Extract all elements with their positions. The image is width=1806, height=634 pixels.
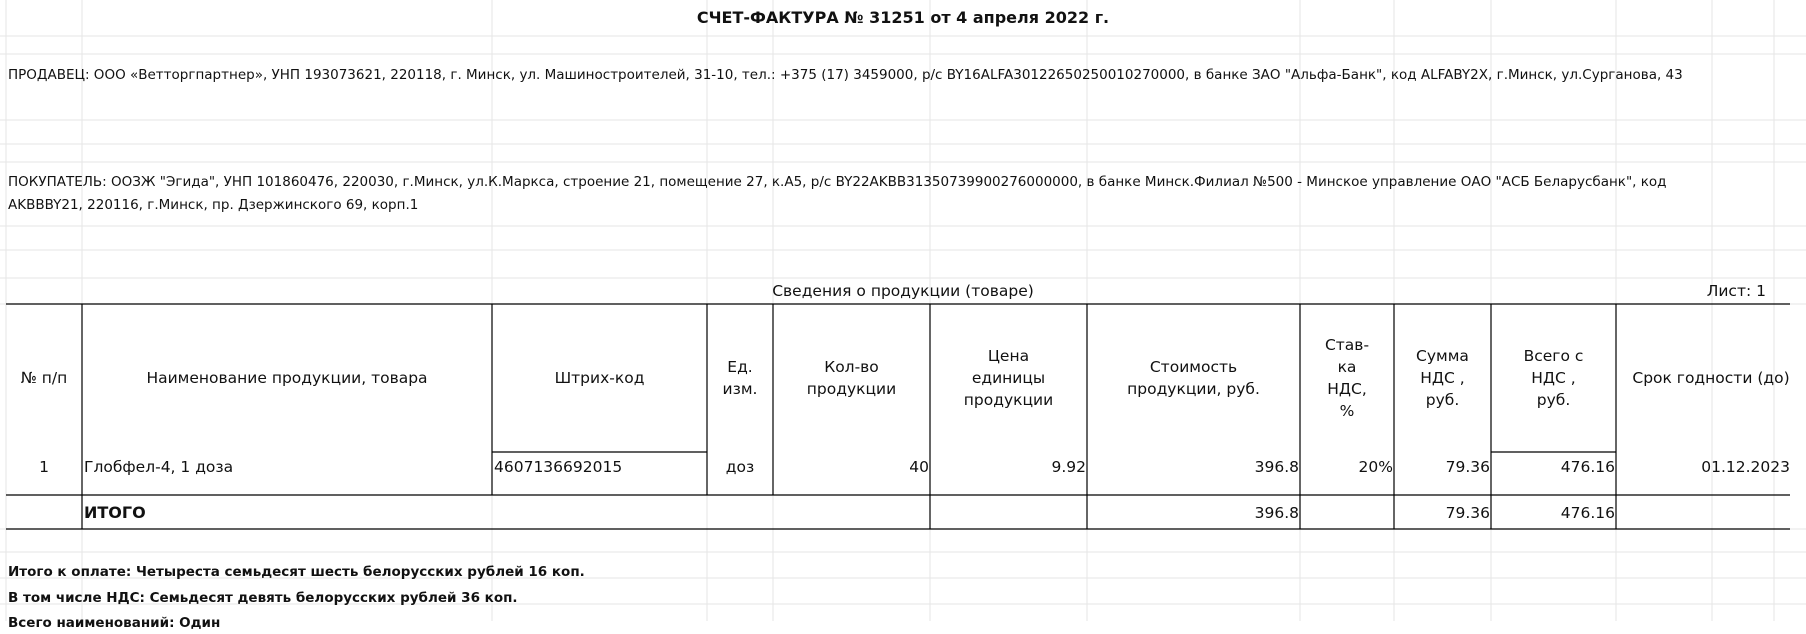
header-vat-sum: Сумма НДС , руб. [1416,347,1469,409]
sheet-label: Лист: 1 [1706,282,1766,300]
header-expiry: Срок годности (до) [1632,369,1790,387]
header-barcode: Штрих-код [554,369,645,387]
items-count: Всего наименований: Один [8,615,221,631]
row-name: Глобфел-4, 1 доза [84,458,234,476]
row-unit: доз [725,458,755,476]
row-cost: 396.8 [1254,458,1299,476]
row-vat-rate: 20% [1358,458,1393,476]
header-name: Наименование продукции, товара [146,369,428,387]
header-vat-rate: Став- ка НДС, % [1324,336,1370,420]
totals-label: ИТОГО [84,503,146,522]
buyer-details: ПОКУПАТЕЛЬ: ООЗЖ "Эгида", УНП 101860476, 220030, г.Минск, ул.К.Маркса, строение 21, помещение 27, к.А5, р/с BY22AKBB31350739900276000000, в банке Минск.Филиал №500 - Минское управление ОАО "АСБ Беларусбанк", код AKBBBY21, 220116, г.Минск, пр. Дзержинского 69, корп.1 [8,174,1667,213]
header-total: Всего с НДС , руб. [1523,347,1584,409]
row-num: 1 [39,458,49,476]
header-num: № п/п [20,369,68,387]
amount-to-pay: Итого к оплате: Четыреста семьдесят шесть белорусских рублей 16 коп. [8,564,585,580]
totals-total: 476.16 [1560,504,1615,522]
row-price: 9.92 [1051,458,1086,476]
row-vat-sum: 79.36 [1445,458,1490,476]
header-qty: Кол-во продукции [806,358,897,398]
header-unit: Ед. изм. [722,358,758,398]
totals-vat-sum: 79.36 [1445,504,1490,522]
row-barcode: 4607136692015 [494,458,623,476]
header-price: Цена единицы продукции [963,347,1054,409]
totals-cost: 396.8 [1254,504,1299,522]
vat-included: В том числе НДС: Семьдесят девять белорусских рублей 36 коп. [8,590,518,606]
seller-details: ПРОДАВЕЦ: ООО «Ветторгпартнер», УНП 193073621, 220118, г. Минск, ул. Машиностроителей, 31-10, тел.: +375 (17) 3459000, р/с BY16ALFA30122650250010270000, в банке ЗАО "Альфа-Банк", код ALFABY2X, г.Минск, ул.Сурганова, 43 [8,67,1683,83]
row-qty: 40 [909,458,929,476]
row-expiry: 01.12.2023 [1701,458,1790,476]
row-total: 476.16 [1560,458,1615,476]
section-title: Сведения о продукции (товаре) [772,282,1034,300]
header-cost: Стоимость продукции, руб. [1127,358,1260,398]
invoice-title: СЧЕТ-ФАКТУРА № 31251 от 4 апреля 2022 г. [696,8,1110,27]
